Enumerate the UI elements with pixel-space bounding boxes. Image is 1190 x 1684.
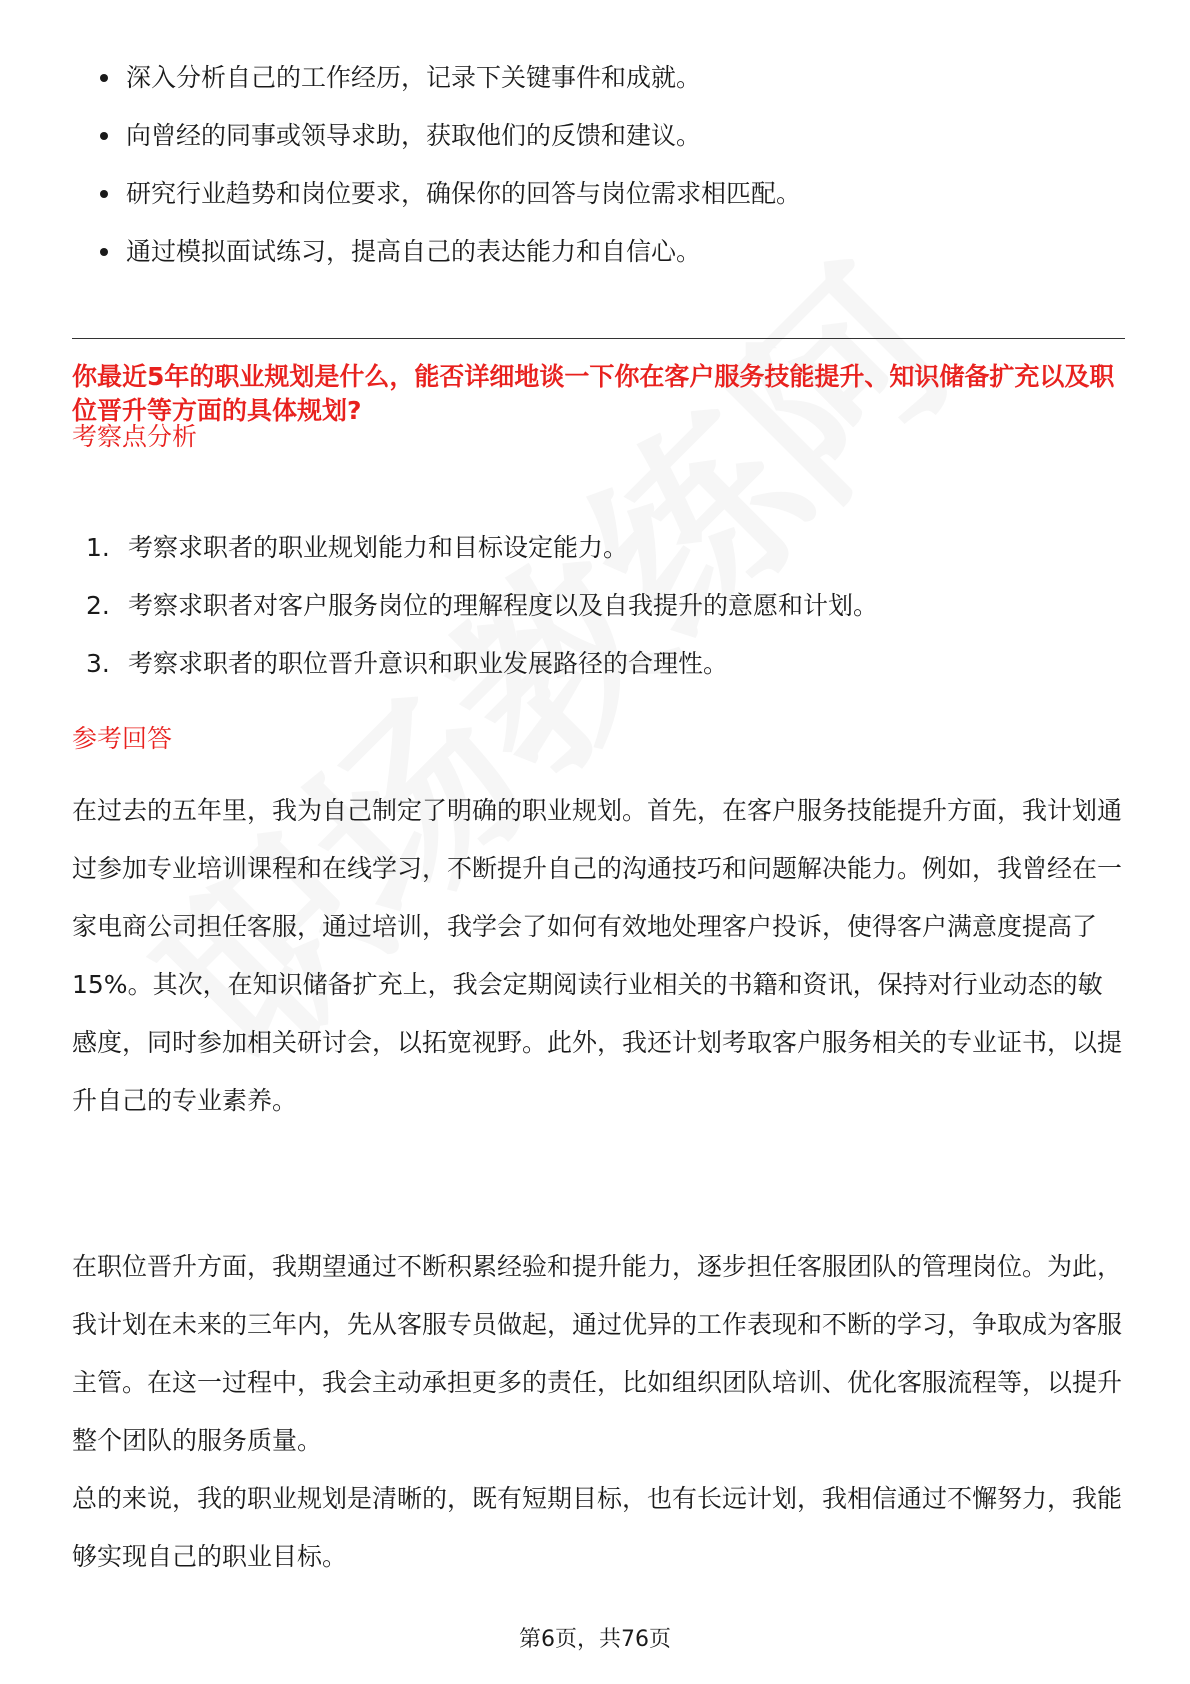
tip-item: 研究行业趋势和岗位要求，确保你的回答与岗位需求相匹配。 (96, 174, 1116, 232)
bullet-icon (100, 248, 108, 256)
tips-list (96, 58, 1116, 290)
answer-paragraph: 总的来说，我的职业规划是清晰的，既有短期目标，也有长远计划，我相信通过不懈努力，我能够实现自己的职业目标。 (72, 1484, 1123, 1571)
analysis-item: 2. 考察求职者对客户服务岗位的理解程度以及自我提升的意愿和计划。 (86, 591, 879, 620)
tip-item: 向曾经的同事或领导求助，获取他们的反馈和建议。 (96, 116, 1116, 174)
reference-heading: 参考回答 (72, 724, 173, 753)
answer-paragraph: 在职位晋升方面，我期望通过不断积累经验和提升能力，逐步担任客服团队的管理岗位。为此，我计划在未来的三年内，先从客服专员做起，通过优异的工作表现和不断的学习，争取成为客服主管。在这一过程中，我会主动承担更多的责任，比如组织团队培训、优化客服流程等，以提升整个团队的服务质量。 (72, 1252, 1123, 1455)
tip-item: 深入分析自己的工作经历，记录下关键事件和成就。 (96, 58, 1116, 116)
tip-item: 通过模拟面试练习，提高自己的表达能力和自信心。 (96, 232, 1116, 290)
section-divider (72, 338, 1125, 339)
bullet-icon (100, 190, 108, 198)
page-number: 第6页，共76页 (519, 1627, 671, 1652)
bullet-icon (100, 132, 108, 140)
analysis-item: 1. 考察求职者的职业规划能力和目标设定能力。 (86, 533, 629, 562)
analysis-heading: 考察点分析 (72, 422, 198, 451)
bullet-icon (100, 74, 108, 82)
analysis-list (72, 528, 1112, 702)
question-title: 你最近5年的职业规划是什么，能否详细地谈一下你在客户服务技能提升、知识储备扩充以及职位晋升等方面的具体规划? (72, 362, 1115, 425)
analysis-item: 3. 考察求职者的职位晋升意识和职业发展路径的合理性。 (86, 649, 729, 678)
answer-paragraph: 在过去的五年里，我为自己制定了明确的职业规划。首先，在客户服务技能提升方面，我计划通过参加专业培训课程和在线学习，不断提升自己的沟通技巧和问题解决能力。例如，我曾经在一家电商公司担任客服，通过培训，我学会了如何有效地处理客户投诉，使得客户满意度提高了15%。其次，在知识储备扩充上，我会定期阅读行业相关的书籍和资讯，保持对行业动态的敏感度，同时参加相关研讨会，以拓宽视野。此外，我还计划考取客户服务相关的专业证书，以提升自己的专业素养。 (72, 796, 1123, 1115)
